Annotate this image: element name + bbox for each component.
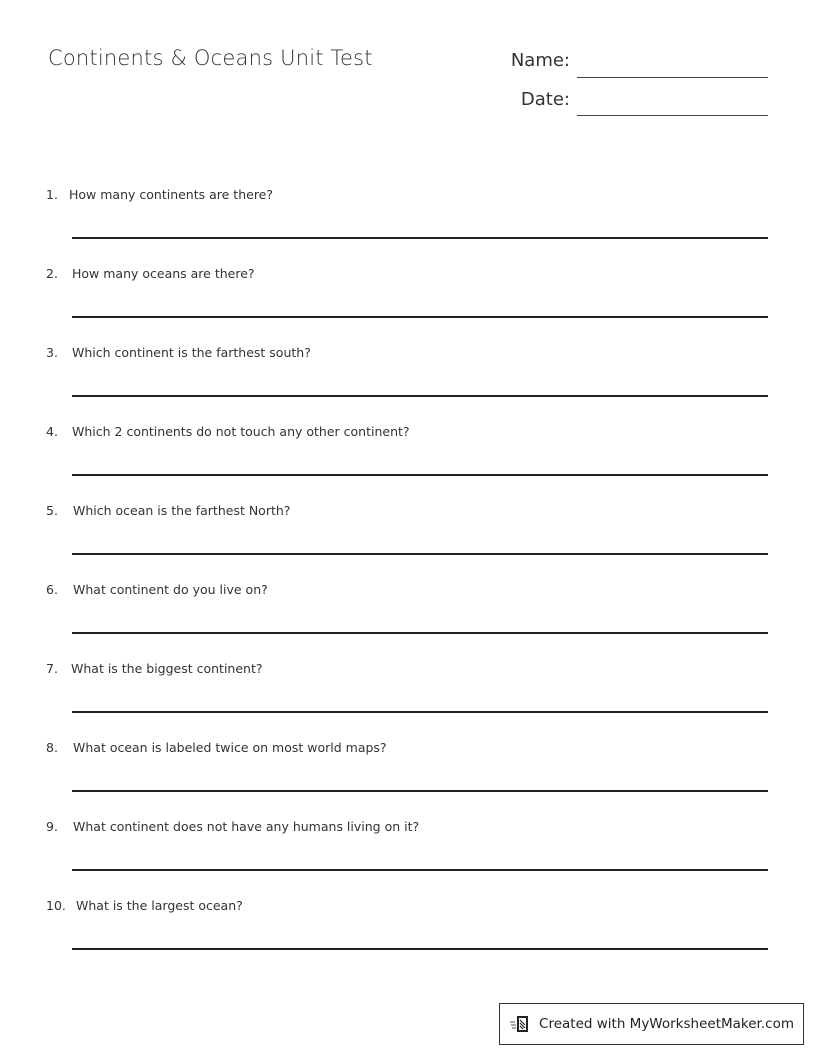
answer-line bbox=[72, 632, 768, 634]
answer-line bbox=[72, 316, 768, 318]
question-item bbox=[0, 345, 816, 424]
question-text: What continent does not have any humans living on it? bbox=[73, 819, 420, 834]
question-text: What ocean is labeled twice on most world maps? bbox=[73, 740, 387, 755]
question-item bbox=[0, 187, 816, 266]
question-item bbox=[0, 661, 816, 740]
question-text: Which 2 continents do not touch any other continent? bbox=[72, 424, 410, 439]
question-item bbox=[0, 424, 816, 503]
question-number: 1. bbox=[46, 187, 58, 202]
answer-line bbox=[72, 553, 768, 555]
question-text: Which continent is the farthest south? bbox=[72, 345, 311, 360]
answer-line bbox=[72, 790, 768, 792]
question-number: 4. bbox=[46, 424, 58, 439]
question-item bbox=[0, 898, 816, 977]
name-label: Name: bbox=[510, 50, 570, 71]
answer-line bbox=[72, 948, 768, 950]
question-text: Which ocean is the farthest North? bbox=[73, 503, 291, 518]
question-text: What is the largest ocean? bbox=[76, 898, 243, 913]
question-text: What continent do you live on? bbox=[73, 582, 268, 597]
question-text: How many oceans are there? bbox=[72, 266, 255, 281]
footer-credit: Created with MyWorksheetMaker.com bbox=[539, 1016, 794, 1032]
date-label: Date: bbox=[520, 89, 570, 110]
worksheet-logo-icon bbox=[509, 1013, 531, 1035]
question-item bbox=[0, 819, 816, 898]
question-number: 9. bbox=[46, 819, 58, 834]
question-number: 5. bbox=[46, 503, 58, 518]
question-text: What is the biggest continent? bbox=[71, 661, 263, 676]
name-field-line bbox=[577, 77, 768, 78]
question-item bbox=[0, 503, 816, 582]
question-item bbox=[0, 582, 816, 661]
question-number: 3. bbox=[46, 345, 58, 360]
question-number: 6. bbox=[46, 582, 58, 597]
question-number: 7. bbox=[46, 661, 58, 676]
question-number: 10. bbox=[46, 898, 66, 913]
answer-line bbox=[72, 237, 768, 239]
answer-line bbox=[72, 474, 768, 476]
question-number: 2. bbox=[46, 266, 58, 281]
answer-line bbox=[72, 395, 768, 397]
question-number: 8. bbox=[46, 740, 58, 755]
date-field-line bbox=[577, 115, 768, 116]
footer-badge[interactable] bbox=[499, 1003, 804, 1045]
question-item bbox=[0, 740, 816, 819]
question-text: How many continents are there? bbox=[69, 187, 274, 202]
question-item bbox=[0, 266, 816, 345]
answer-line bbox=[72, 869, 768, 871]
answer-line bbox=[72, 711, 768, 713]
page-title: Continents & Oceans Unit Test bbox=[48, 46, 373, 70]
